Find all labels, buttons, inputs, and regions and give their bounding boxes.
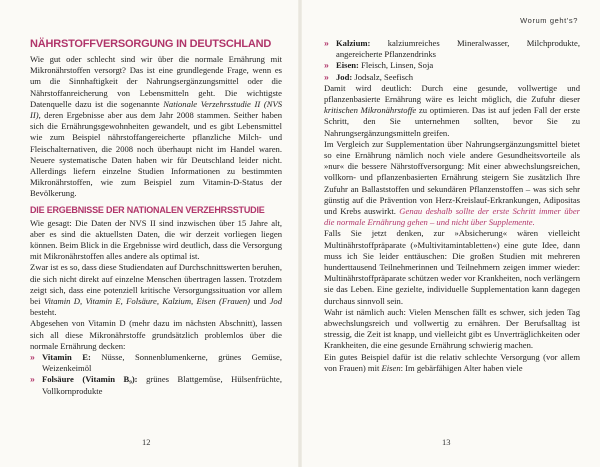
bullet-icon: » xyxy=(324,60,329,71)
bullet-icon: » xyxy=(30,374,35,385)
list-item: » Vitamin E: Nüsse, Sonnenblumenkerne, grünes Gemüse, Weizenkeimöl xyxy=(30,352,282,374)
bullet-icon: » xyxy=(324,38,329,48)
paragraph: Zwar ist es so, dass diese Studiendaten auf Durchschnittswerten beruhen, die sich nicht direkt auf einzelne Menschen übertragen lassen. Trotzdem zeigt sich, dass eine potenziell kritische Versorgungssituation vor allem bei Vitamin D, Vitamin E, Folsäure, Kalzium, Eisen (Frauen) und Jod besteht. xyxy=(30,262,282,318)
nutrient-list xyxy=(324,38,580,83)
running-head: Worum geht's? xyxy=(520,16,578,25)
paragraph: Im Vergleich zur Supplementation über Nahrungsergänzungsmittel bietet so eine Ernährung nämlich noch viele andere Gesundheitsvorteile als »nur« die bessere Nährstoffversorgung: Mit einer abwechslungsreichen, vollkorn- und pflanzenbasierten Ernährung steigern Sie zusätzlich Ihre Zufuhr an Ballaststoffen und sekundären Pflanzenstoffen – was sich sehr günstig auf die Prävention von Herz-Kreislauf-Erkrankungen, Adipositas und Krebs auswirkt. Genau deshalb sollte der erste Schritt immer über die normale Ernährung gehen – und nicht über Supplemente. xyxy=(324,138,580,228)
page-number: 13 xyxy=(442,437,451,447)
bullet-icon: » xyxy=(324,71,329,82)
subsection-heading: DIE ERGEBNISSE DER NATIONALEN VERZEHRSSTUDIE xyxy=(30,204,265,215)
paragraph: Damit wird deutlich: Durch eine gesunde, vollwertige und pflanzenbasierte Ernährung wäre es leicht möglich, die Zufuhr dieser kritischen Mikronährstoffe zu optimieren. Das ist auf jeden Fall der erste Schritt, den Sie unternehmen sollten, bevor Sie zu Nahrungsergänzungsmitteln greifen. xyxy=(324,82,580,138)
paragraph: Falls Sie jetzt denken, zur »Absicherung« wären vielleicht Multinährstoffpräparate (»Multivitamintabletten«) eine gute Idee, dann muss ich Sie leider enttäuschen: Die großen Studien mit mehreren hunderttausend Teilnehmerinnen und Teilnehmern zeigen immer wieder: Multinährstoffpräparate schützen weder vor Krankheiten, noch verlängern sie das Leben. Eine gezielte, individuelle Supplementation kann dagegen durchaus sinnvoll sein. xyxy=(324,228,580,306)
paragraph: Abgesehen von Vitamin D (mehr dazu im nächsten Abschnitt), lassen sich all diese Mikronährstoffe grundsätzlich problemlos über die normale Ernährung decken: xyxy=(30,318,282,351)
right-text-column xyxy=(324,38,580,374)
left-text-column xyxy=(30,38,282,397)
paragraph: Ein gutes Beispiel dafür ist die relativ schlechte Versorgung (vor allem von Frauen) mit Eisen: Im gebärfähigen Alter haben viele xyxy=(324,351,580,373)
paragraph: Wie gesagt: Die Daten der NVS II sind inzwischen über 15 Jahre alt, aber es sind die aktuellsten Daten, die wir derzeit vorliegen liegen können. Beim Blick in die Ergebnisse wird deutlich, dass die Versorgung mit Mikronährstoffen alles andere als optimal ist. xyxy=(30,217,282,262)
list-item: » Jod: Jodsalz, Seefisch xyxy=(324,71,414,82)
section-heading: NÄHRSTOFFVERSORGUNG IN DEUTSCHLAND xyxy=(30,38,272,50)
paragraph: Wahr ist nämlich auch: Vielen Menschen fällt es schwer, sich jeden Tag abwechslungsreich und vollwertig zu ernähren. Der Berufsalltag ist stressig, die Zeit ist knapp, und vielleicht gibt es Unverträglichkeiten oder Krankheiten, die eine gesunde Ernährung schwierig machen. xyxy=(324,306,580,351)
paragraph: Wie gut oder schlecht sind wir über die normale Ernährung mit Mikronährstoffen versorgt? Das ist eine grundlegende Frage, wenn es um die Sinnhaftigkeit der Nahrungsergänzungsmittel oder die Nährstoffanreicherung von Lebensmitteln geht. Die wichtigste Datenquelle dazu ist die sogenannte Nationale Verzehrsstudie II (NVS II), deren Ergebnisse aber aus dem Jahr 2008 stammen. Seither haben sich die Ernährungsgewohnheiten gewandelt, und es gibt Lebensmittel wie zum Beispiel nährstoffangereicherte pflanzliche Milch- und Fleischalternativen, die 2008 noch überhaupt nicht im Handel waren. Neuere systematische Daten haben wir für Deutschland leider nicht. Allerdings liefern einzelne Studien Informationen zu bestimmten Mikronährstoffen, wie zum Beispiel zum Vitamin-D-Status der Bevölkerung. xyxy=(30,54,282,199)
list-item: » Kalzium: kalziumreiches Mineralwasser, Milchprodukte, angereicherte Pflanzendrinks xyxy=(324,38,580,60)
right-page xyxy=(300,0,600,467)
list-item: » Eisen: Fleisch, Linsen, Soja xyxy=(324,60,434,71)
list-item: » Folsäure (Vitamin B₉): grünes Blattgemüse, Hülsenfrüchte, Vollkornprodukte xyxy=(30,374,282,396)
nutrient-list xyxy=(30,352,282,397)
page-number: 12 xyxy=(142,437,151,447)
highlight-quote: Genau deshalb sollte der erste Schritt immer über die normale Ernährung gehen – und nicht über Supplemente. xyxy=(324,206,580,228)
bullet-icon: » xyxy=(30,352,35,363)
